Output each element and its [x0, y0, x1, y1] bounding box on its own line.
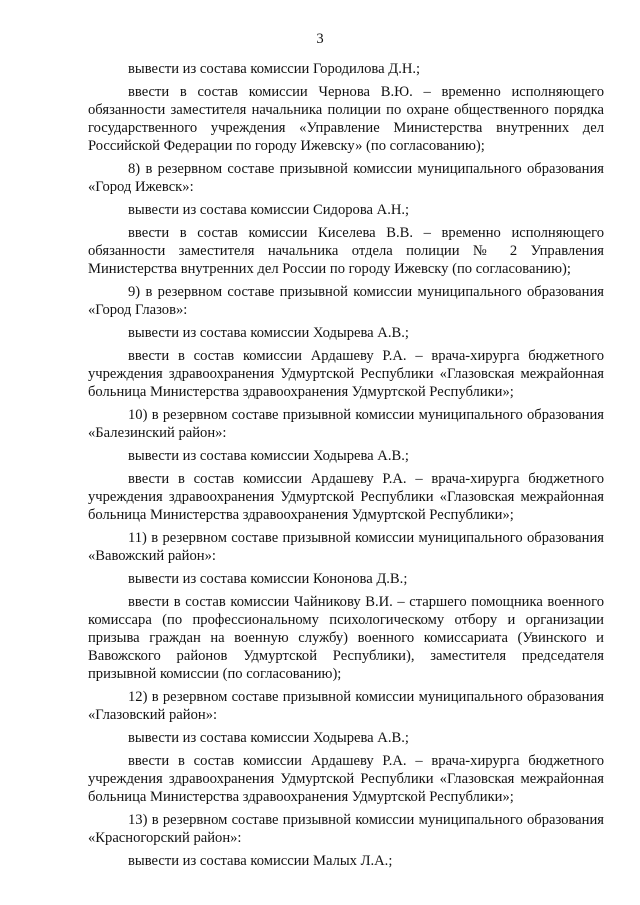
paragraph: ввести в состав комиссии Киселева В.В. – временно исполняющего обязанности заместителя начальника отдела полиции № 2 Управления Министерства внутренних дел России по городу Ижевску (по согласованию); [88, 225, 604, 277]
paragraph: ввести в состав комиссии Ардашеву Р.А. – врача-хирурга бюджетного учреждения здравоохранения Удмуртской Республики «Глазовская межрайонная больница Министерства здравоохранения Удмуртской Республики»; [88, 471, 604, 523]
paragraph: вывести из состава комиссии Кононова Д.В.; [128, 571, 408, 587]
paragraph: ввести в состав комиссии Ардашеву Р.А. – врача-хирурга бюджетного учреждения здравоохранения Удмуртской Республики «Глазовская межрайонная больница Министерства здравоохранения Удмуртской Республики»; [88, 348, 604, 400]
paragraph: вывести из состава комиссии Ходырева А.В.; [128, 325, 409, 341]
paragraph: вывести из состава комиссии Ходырева А.В.; [128, 730, 409, 746]
paragraph: ввести в состав комиссии Чайникову В.И. – старшего помощника военного комиссара (по профессиональному психологическому отбору и организации призыва граждан на военную службу) военного комиссариата (Увинского и Вавожского районов Удмуртской Республики), заместителя председателя призывной комиссии (по согласованию); [88, 594, 604, 682]
paragraph: 8) в резервном составе призывной комиссии муниципального образования «Город Ижевск»: [88, 161, 604, 195]
page-number: 3 [316, 31, 324, 47]
paragraph: вывести из состава комиссии Сидорова А.Н.; [128, 202, 410, 218]
paragraph: 13) в резервном составе призывной комиссии муниципального образования «Красногорский район»: [88, 812, 604, 846]
paragraph: вывести из состава комиссии Ходырева А.В.; [128, 448, 409, 464]
paragraph: вывести из состава комиссии Городилова Д.Н.; [128, 61, 421, 77]
paragraph: ввести в состав комиссии Чернова В.Ю. – временно исполняющего обязанности заместителя начальника полиции по охране общественного порядка государственного учреждения «Управление Министерства внутренних дел Российской Федерации по городу Ижевску» (по согласованию); [88, 84, 604, 154]
paragraph: 9) в резервном составе призывной комиссии муниципального образования «Город Глазов»: [88, 284, 604, 318]
paragraph: вывести из состава комиссии Малых Л.А.; [128, 853, 393, 869]
document-body [88, 60, 604, 870]
paragraph: 10) в резервном составе призывной комиссии муниципального образования «Балезинский район»: [88, 407, 604, 441]
paragraph: ввести в состав комиссии Ардашеву Р.А. – врача-хирурга бюджетного учреждения здравоохранения Удмуртской Республики «Глазовская межрайонная больница Министерства здравоохранения Удмуртской Республики»; [88, 753, 604, 805]
paragraph: 12) в резервном составе призывной комиссии муниципального образования «Глазовский район»: [88, 689, 604, 723]
paragraph: 11) в резервном составе призывной комиссии муниципального образования «Вавожский район»: [88, 530, 604, 564]
